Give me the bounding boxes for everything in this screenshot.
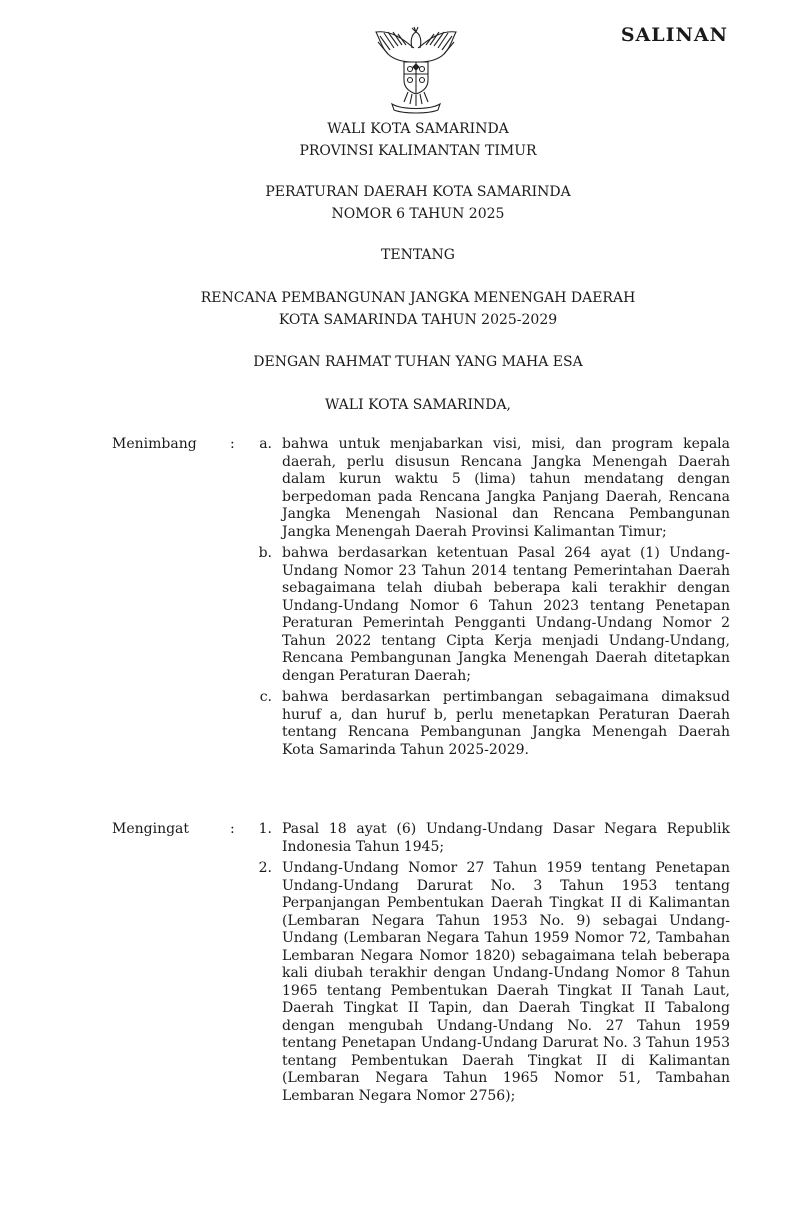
regulation-about: TENTANG [381,247,455,263]
mengingat-colon: : [230,821,235,837]
regulation-number: NOMOR 6 TAHUN 2025 [331,206,505,222]
item-marker: 2. [258,860,272,876]
regulation-subject-line2: KOTA SAMARINDA TAHUN 2025-2029 [278,312,558,328]
garuda-emblem-icon [366,18,466,114]
item-text: Pasal 18 ayat (6) Undang-Undang Dasar Negara Republik Indonesia Tahun 1945; [282,821,730,855]
list-item [252,545,730,685]
issuer-province: PROVINSI KALIMANTAN TIMUR [299,143,537,159]
list-item [252,821,730,856]
menimbang-section [112,436,730,763]
issuer-title: WALI KOTA SAMARINDA [327,121,509,137]
regulation-title: PERATURAN DAERAH KOTA SAMARINDA [265,184,571,200]
list-item [252,689,730,759]
list-item [252,860,730,1105]
menimbang-label: Menimbang [112,436,197,452]
item-text: bahwa berdasarkan pertimbangan sebagaimana dimaksud huruf a, dan huruf b, perlu menetapkan Peraturan Daerah tentang Rencana Pembangunan Jangka Menengah Daerah Kota Samarinda Tahun 2025-2029. [282,689,730,758]
item-marker: c. [259,689,272,705]
item-text: bahwa berdasarkan ketentuan Pasal 264 ayat (1) Undang-Undang Nomor 23 Tahun 2014 tentang Pemerintahan Daerah sebagaimana telah diubah beberapa kali terakhir dengan Undang-Undang Nomor 6 Tahun 2023 tentang Penetapan Peraturan Pemerintah Pengganti Undang-Undang Nomor 2 Tahun 2022 tentang Cipta Kerja menjadi Undang-Undang, Rencana Pembangunan Jangka Menengah Daerah ditetapkan dengan Peraturan Daerah; [282,545,730,684]
invocation: DENGAN RAHMAT TUHAN YANG MAHA ESA [253,354,583,370]
item-text: Undang-Undang Nomor 27 Tahun 1959 tentang Penetapan Undang-Undang Darurat No. 3 Tahun 1953 tentang Perpanjangan Pembentukan Daerah Tingkat II di Kalimantan (Lembaran Negara Tahun 1953 No. 9) sebagai Undang-Undang (Lembaran Negara Tahun 1959 Nomor 72, Tambahan Lembaran Negara Nomor 1820) sebagaimana telah beberapa kali diubah terakhir dengan Undang-Undang Nomor 8 Tahun 1965 tentang Pembentukan Daerah Tingkat II Tanah Laut, Daerah Tingkat II Tapin, dan Daerah Tingkat II Tabalong dengan mengubah Undang-Undang No. 27 Tahun 1959 tentang Penetapan Undang-Undang Darurat No. 3 Tahun 1953 tentang Pembentukan Daerah Tingkat II di Kalimantan (Lembaran Negara Tahun 1965 Nomor 51, Tambahan Lembaran Negara Nomor 2756); [282,860,730,1104]
mayor-heading: WALI KOTA SAMARINDA, [324,397,512,413]
menimbang-colon: : [230,436,235,452]
regulation-subject-line1: RENCANA PEMBANGUNAN JANGKA MENENGAH DAERAH [200,290,636,306]
list-item [252,436,730,541]
item-marker: a. [259,436,272,452]
item-marker: b. [258,545,272,561]
salinan-stamp: SALINAN [620,24,728,46]
mengingat-section [112,821,730,1109]
item-text: bahwa untuk menjabarkan visi, misi, dan program kepala daerah, perlu disusun Rencana Jangka Menengah Daerah dalam kurun waktu 5 (lima) tahun mendatang dengan berpedoman pada Rencana Jangka Panjang Daerah, Rencana Jangka Menengah Nasional dan Rencana Pembangunan Jangka Menengah Daerah Provinsi Kalimantan Timur; [282,436,730,540]
mengingat-label: Mengingat [112,821,190,837]
item-marker: 1. [258,821,272,837]
